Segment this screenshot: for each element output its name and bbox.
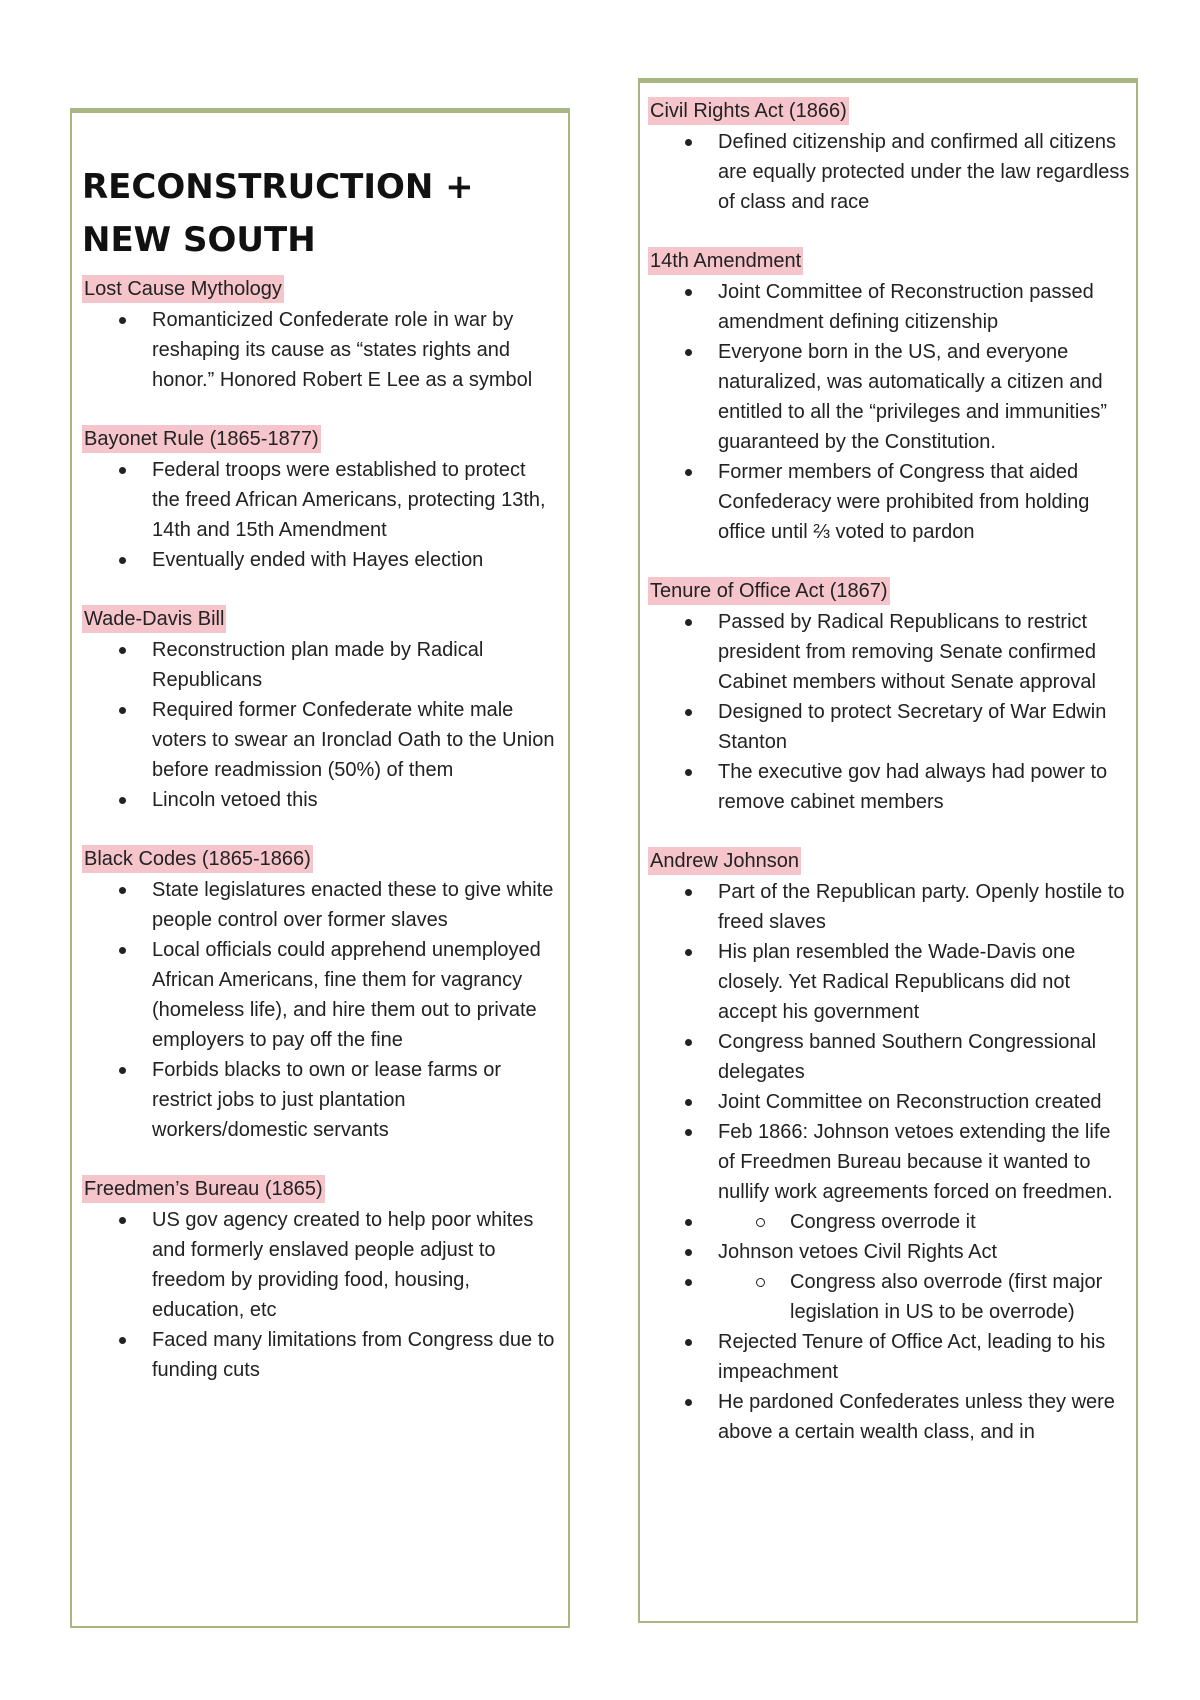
section-heading: Tenure of Office Act (1867) — [648, 577, 890, 605]
left-notes-card — [70, 108, 570, 1628]
section-bayonet-rule-1865-1877 — [82, 425, 558, 575]
sub-bullet-group — [718, 1267, 1130, 1327]
bullet-item: Part of the Republican party. Openly hostile to freed slaves — [718, 877, 1130, 937]
bullet-item: Faced many limitations from Congress due to funding cuts — [152, 1325, 558, 1385]
left-sections — [82, 275, 558, 1385]
page-title — [82, 161, 558, 267]
bullet-list — [82, 635, 558, 815]
section-14th-amendment — [648, 247, 1130, 547]
section-heading: Bayonet Rule (1865-1877) — [82, 425, 321, 453]
bullet-item: Designed to protect Secretary of War Edwin Stanton — [718, 697, 1130, 757]
section-wade-davis-bill — [82, 605, 558, 815]
sub-bullet-list — [718, 1207, 1130, 1237]
bullet-list — [648, 127, 1130, 217]
bullet-list — [82, 1205, 558, 1385]
bullet-item: Congress banned Southern Congressional delegates — [718, 1027, 1130, 1087]
section-heading: Andrew Johnson — [648, 847, 801, 875]
section-heading: Black Codes (1865-1866) — [82, 845, 313, 873]
bullet-item: Romanticized Confederate role in war by reshaping its cause as “states rights and honor.” Honored Robert E Lee as a symbol — [152, 305, 558, 395]
bullet-item: US gov agency created to help poor whites and formerly enslaved people adjust to freedom by providing food, housing, education, etc — [152, 1205, 558, 1325]
section-andrew-johnson — [648, 847, 1130, 1447]
bullet-item: Joint Committee of Reconstruction passed amendment defining citizenship — [718, 277, 1130, 337]
bullet-list — [82, 305, 558, 395]
bullet-item: Johnson vetoes Civil Rights Act — [718, 1237, 1130, 1267]
section-heading: Civil Rights Act (1866) — [648, 97, 849, 125]
bullet-list — [82, 455, 558, 575]
section-tenure-of-office-act-1867 — [648, 577, 1130, 817]
bullet-item: Eventually ended with Hayes election — [152, 545, 558, 575]
section-lost-cause-mythology — [82, 275, 558, 395]
sub-bullet-item: Congress also overrode (first major legislation in US to be overrode) — [790, 1267, 1130, 1327]
bullet-item: State legislatures enacted these to give white people control over former slaves — [152, 875, 558, 935]
section-heading: Freedmen’s Bureau (1865) — [82, 1175, 325, 1203]
bullet-item: Forbids blacks to own or lease farms or restrict jobs to just plantation workers/domestic servants — [152, 1055, 558, 1145]
sub-bullet-group — [718, 1207, 1130, 1237]
sub-bullet-item: Congress overrode it — [790, 1207, 1130, 1237]
section-civil-rights-act-1866 — [648, 97, 1130, 217]
bullet-item: His plan resembled the Wade-Davis one closely. Yet Radical Republicans did not accept his government — [718, 937, 1130, 1027]
bullet-item: Lincoln vetoed this — [152, 785, 558, 815]
bullet-item: Rejected Tenure of Office Act, leading to his impeachment — [718, 1327, 1130, 1387]
section-heading: Wade-Davis Bill — [82, 605, 226, 633]
title-line-2: NEW SOUTH — [82, 220, 316, 260]
bullet-item: He pardoned Confederates unless they were above a certain wealth class, and in — [718, 1387, 1130, 1447]
bullet-item: Local officials could apprehend unemployed African Americans, fine them for vagrancy (homeless life), and hire them out to private employers to pay off the fine — [152, 935, 558, 1055]
section-black-codes-1865-1866 — [82, 845, 558, 1145]
bullet-list — [648, 277, 1130, 547]
section-freedmen-s-bureau-1865 — [82, 1175, 558, 1385]
right-notes-card — [638, 78, 1138, 1623]
bullet-item: Former members of Congress that aided Confederacy were prohibited from holding office until ⅔ voted to pardon — [718, 457, 1130, 547]
section-heading: Lost Cause Mythology — [82, 275, 284, 303]
bullet-item: Reconstruction plan made by Radical Republicans — [152, 635, 558, 695]
sub-bullet-list — [718, 1267, 1130, 1327]
bullet-item: Feb 1866: Johnson vetoes extending the life of Freedmen Bureau because it wanted to nullify work agreements forced on freedmen. — [718, 1117, 1130, 1207]
bullet-item: Defined citizenship and confirmed all citizens are equally protected under the law regardless of class and race — [718, 127, 1130, 217]
bullet-item: The executive gov had always had power to remove cabinet members — [718, 757, 1130, 817]
bullet-item: Joint Committee on Reconstruction created — [718, 1087, 1130, 1117]
title-line-1: RECONSTRUCTION + — [82, 167, 474, 207]
right-sections — [648, 97, 1130, 1447]
bullet-item: Everyone born in the US, and everyone naturalized, was automatically a citizen and entitled to all the “privileges and immunities” guaranteed by the Constitution. — [718, 337, 1130, 457]
section-heading: 14th Amendment — [648, 247, 803, 275]
bullet-list — [82, 875, 558, 1145]
bullet-list — [648, 877, 1130, 1447]
bullet-item: Required former Confederate white male voters to swear an Ironclad Oath to the Union before readmission (50%) of them — [152, 695, 558, 785]
bullet-list — [648, 607, 1130, 817]
bullet-item: Passed by Radical Republicans to restrict president from removing Senate confirmed Cabinet members without Senate approval — [718, 607, 1130, 697]
bullet-item: Federal troops were established to protect the freed African Americans, protecting 13th, 14th and 15th Amendment — [152, 455, 558, 545]
